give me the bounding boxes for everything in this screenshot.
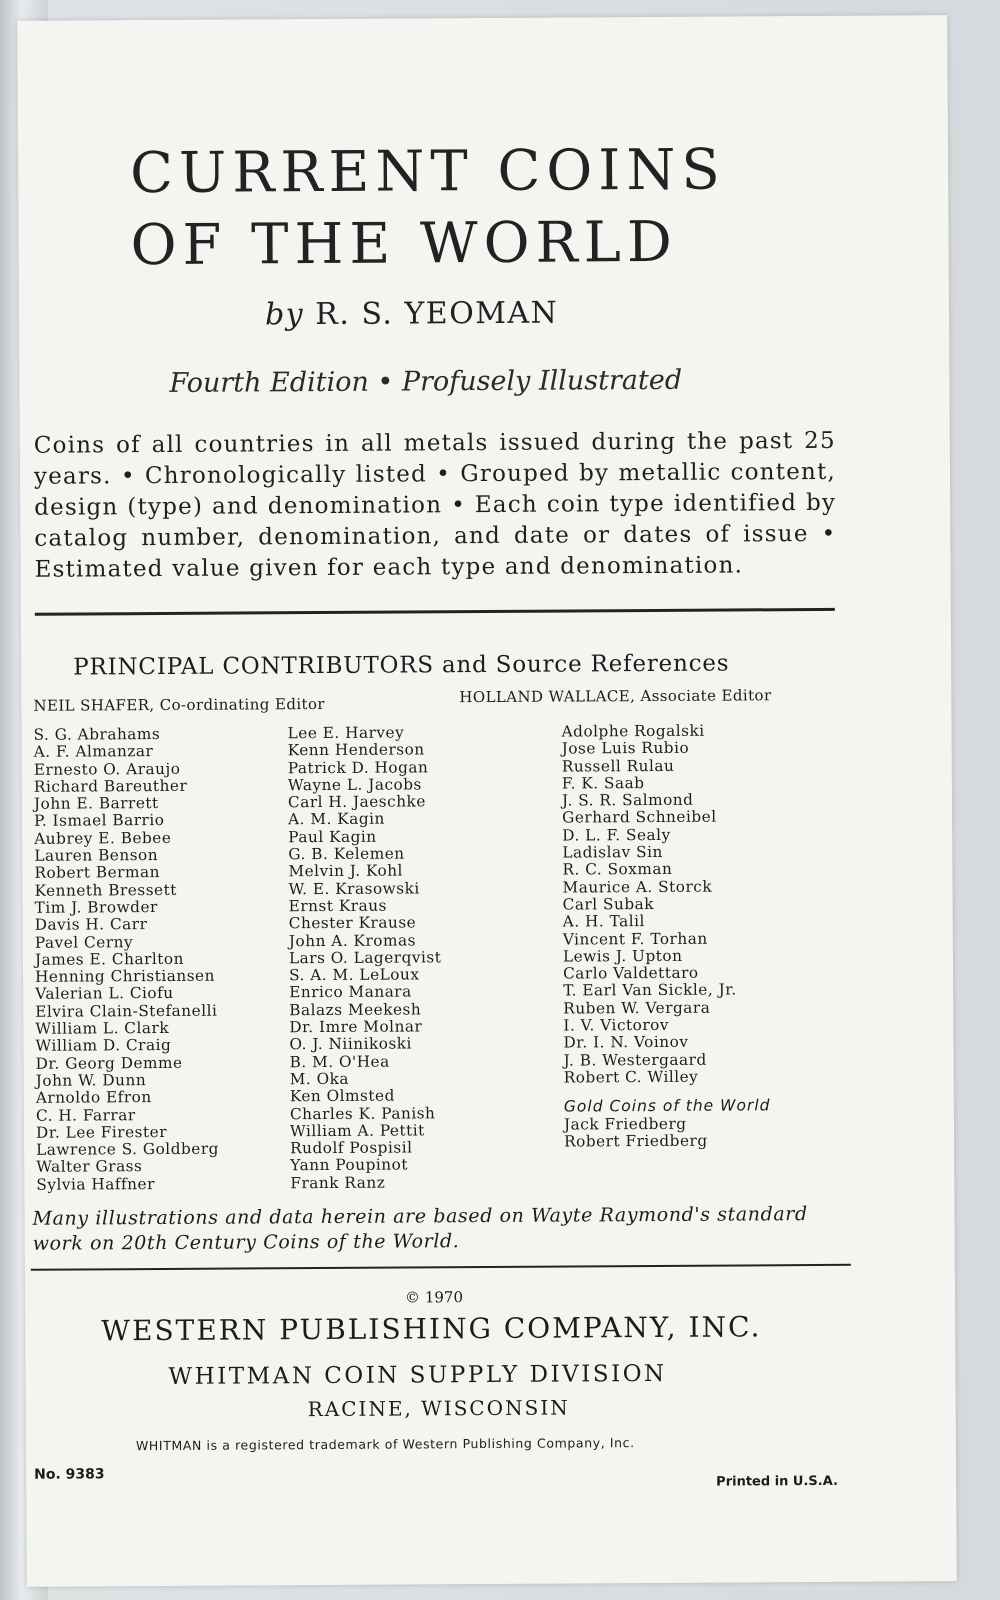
contributor-name: Patrick D. Hogan	[287, 757, 429, 777]
contributor-name: B. M. O'Hea	[289, 1052, 390, 1071]
contributor-name: Adolphe Rogalski	[561, 721, 705, 741]
contributor-name: Lars O. Lagerqvist	[288, 948, 442, 968]
contributor-name: J. S. R. Salmond	[561, 790, 694, 810]
contributors-column-3	[562, 722, 771, 1150]
publisher-city: RACINE, WISCONSIN	[307, 1395, 570, 1422]
gold-coins-heading: Gold Coins of the World	[563, 1096, 771, 1116]
contributor-name: Dr. Lee Firester	[35, 1122, 168, 1142]
divider-rule-bottom	[31, 1264, 851, 1271]
contributor-name: William D. Craig	[35, 1036, 172, 1056]
publisher-division: WHITMAN COIN SUPPLY DIVISION	[168, 1360, 667, 1390]
contributor-name: Gerhard Schneibel	[562, 808, 717, 828]
contributor-name: Kenn Henderson	[287, 740, 425, 760]
contributor-name: Carl Subak	[562, 894, 655, 914]
title-page	[17, 15, 957, 1587]
contributor-name: Lewis J. Upton	[562, 946, 683, 966]
contributor-name: J. B. Westergaard	[563, 1050, 707, 1070]
author-name: R. S. YEOMAN	[315, 295, 559, 333]
trademark-notice: WHITMAN is a registered trademark of Western Publishing Company, Inc.	[135, 1435, 635, 1454]
contributor-name: Arnoldo Efron	[35, 1088, 152, 1107]
contributor-name: Vincent F. Torhan	[562, 929, 708, 949]
contributor-name: R. C. Soxman	[562, 860, 673, 879]
author-by: by	[264, 297, 305, 333]
coordinating-editor: NEIL SHAFER, Co-ordinating Editor	[33, 694, 325, 715]
printed-in: Printed in U.S.A.	[716, 1473, 839, 1490]
publisher-name: WESTERN PUBLISHING COMPANY, INC.	[101, 1310, 762, 1348]
contributor-name: Ken Olmsted	[289, 1086, 395, 1106]
contributor-name: D. L. F. Sealy	[562, 825, 671, 845]
title-line-2: OF THE WORLD	[130, 209, 678, 279]
author-line	[265, 296, 559, 333]
contributor-name: Ernst Kraus	[288, 896, 387, 916]
contributor-name: Russell Rulau	[561, 756, 675, 776]
gold-contributor-name: Jack Friedberg	[563, 1114, 687, 1134]
contributor-name: Yann Poupinot	[290, 1155, 409, 1175]
contributor-name: A. M. Kagin	[288, 810, 385, 829]
book-description: Coins of all countries in all metals issued during the past 25 years. • Chronologically listed • Grouped by metallic content, design (type) and denomination • Each coin type identified by catalog number, denomination, and date or dates of issue • Estimated value given for each type and denomination.	[33, 427, 837, 583]
contributor-name: William A. Pettit	[289, 1121, 425, 1141]
contributor-name: Davis H. Carr	[34, 915, 148, 935]
copyright: © 1970	[404, 1288, 464, 1307]
contributor-name: Tim J. Browder	[34, 897, 158, 917]
contributor-name: G. B. Kelemen	[288, 844, 405, 864]
contributor-name: F. K. Saab	[561, 773, 645, 793]
contributor-name: Enrico Manara	[289, 982, 412, 1002]
contributor-name: Dr. Imre Molnar	[289, 1017, 423, 1037]
contributor-name: Walter Grass	[36, 1157, 143, 1177]
contributor-name: James E. Charlton	[34, 949, 185, 969]
book-title	[130, 134, 751, 282]
contributor-name: O. J. Niinikoski	[289, 1034, 412, 1054]
contributor-name: Maurice A. Storck	[562, 877, 713, 897]
contributors-heading: PRINCIPAL CONTRIBUTORS and Source References	[73, 650, 730, 681]
edition-line: Fourth Edition • Profusely Illustrated	[169, 364, 683, 399]
contributor-name: Elvira Clain-Stefanelli	[35, 1001, 218, 1021]
contributor-name: John W. Dunn	[35, 1071, 147, 1090]
contributor-name: S. G. Abrahams	[33, 724, 161, 744]
contributor-name: Richard Bareuther	[33, 776, 188, 796]
contributor-name: Ernesto O. Araujo	[33, 759, 181, 779]
contributor-name: Lawrence S. Goldberg	[36, 1139, 219, 1159]
contributor-name: Kenneth Bressett	[34, 880, 177, 900]
contributors-column-1	[34, 726, 220, 1194]
contributor-name: Dr. I. N. Voinov	[563, 1033, 689, 1052]
contributor-name: Chester Krause	[288, 913, 417, 933]
contributors-column-2	[288, 724, 443, 1192]
contributor-name: P. Ismael Barrio	[34, 811, 165, 831]
contributor-name: Robert C. Willey	[563, 1067, 699, 1087]
contributor-name: Sylvia Haffner	[36, 1174, 155, 1194]
contributor-name: John E. Barrett	[33, 794, 159, 813]
contributor-name: Paul Kagin	[288, 827, 377, 846]
contributor-name: Robert Berman	[34, 863, 160, 883]
contributor-name: Melvin J. Kohl	[288, 861, 403, 881]
contributor-name: Balazs Meekesh	[289, 1000, 422, 1019]
contributor-name: Jose Luis Rubio	[561, 739, 690, 758]
contributor-name: A. F. Almanzar	[33, 742, 154, 762]
contributor-name: S. A. M. LeLoux	[289, 965, 420, 985]
contributor-name: T. Earl Van Sickle, Jr.	[563, 980, 737, 1000]
contributor-name: I. V. Victorov	[563, 1015, 670, 1035]
contributor-name: Dr. Georg Demme	[35, 1053, 183, 1073]
gold-contributor-name: Robert Friedberg	[564, 1131, 708, 1151]
contributor-name: Aubrey E. Bebee	[34, 828, 172, 848]
contributor-name: Pavel Cerny	[34, 932, 134, 952]
contributor-name: Carl H. Jaeschke	[287, 792, 426, 812]
catalog-number: No. 9383	[34, 1466, 105, 1483]
contributor-name: Lee E. Harvey	[287, 723, 405, 743]
contributor-name: John A. Kromas	[288, 930, 417, 950]
contributor-name: Henning Christiansen	[35, 966, 215, 986]
source-note: Many illustrations and data herein are based on Wayte Raymond's standard work on 20th Century Coins of the World.	[32, 1203, 808, 1255]
contributor-name: Carlo Valdettaro	[563, 963, 699, 983]
contributor-name: A. H. Talil	[562, 912, 645, 931]
contributor-name: Frank Ranz	[290, 1173, 386, 1192]
contributor-name: Lauren Benson	[34, 846, 159, 865]
contributor-name: W. E. Krasowski	[288, 879, 420, 898]
contributor-name: William L. Clark	[35, 1018, 170, 1038]
contributor-name: M. Oka	[289, 1069, 350, 1089]
contributor-name: Ruben W. Vergara	[563, 998, 711, 1018]
contributor-name: Wayne L. Jacobs	[287, 775, 422, 795]
contributor-name: Rudolf Pospisil	[290, 1138, 413, 1158]
contributor-name: C. H. Farrar	[35, 1105, 136, 1125]
title-line-1: CURRENT COINS	[129, 137, 727, 207]
contributor-name: Charles K. Panish	[289, 1103, 436, 1123]
contributor-name: Ladislav Sin	[562, 843, 663, 862]
divider-rule	[35, 608, 835, 616]
associate-editor: HOLLAND WALLACE, Associate Editor	[459, 686, 772, 707]
contributor-name: Valerian L. Ciofu	[35, 984, 174, 1004]
